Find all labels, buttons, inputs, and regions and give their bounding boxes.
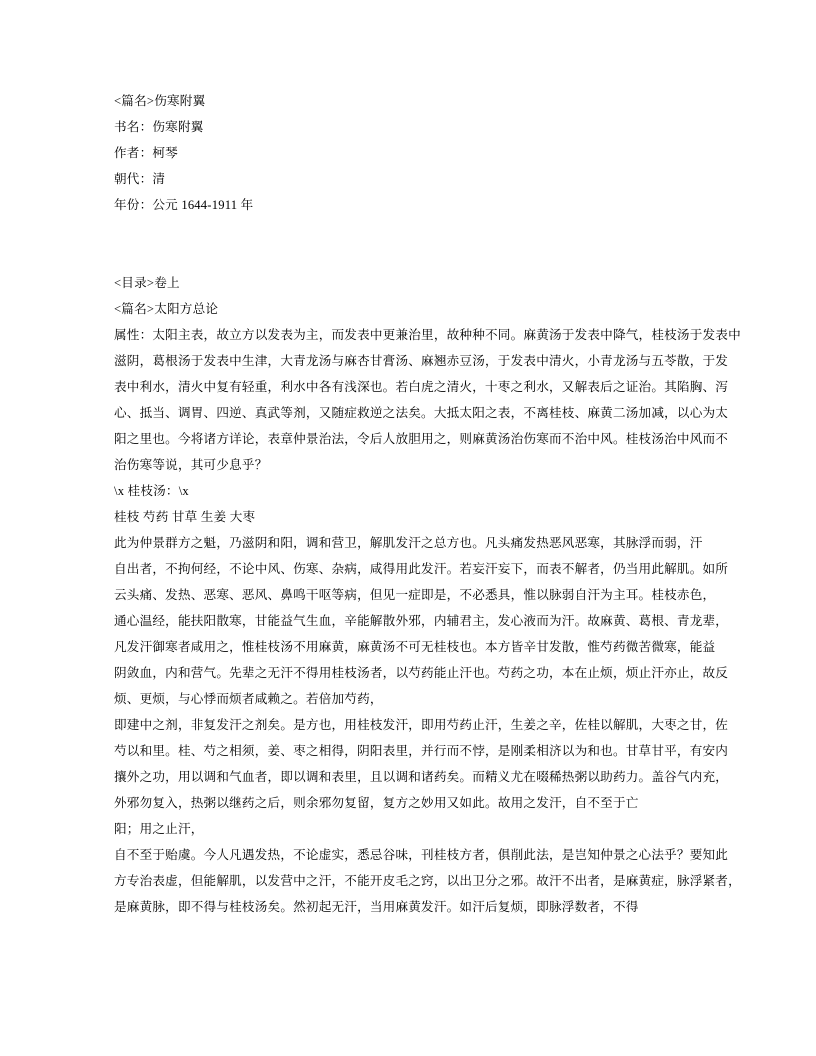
body-text-line: 阳；用之止汗，	[114, 822, 204, 836]
herb-list-line: 桂枝 芍药 甘草 生姜 大枣	[114, 510, 256, 524]
body-text-line: 自出者，不拘何经，不论中风、伤寒、杂病，咸得用此发汗。若妄汗妄下，而表不解者，仍当用此解肌。如所	[114, 562, 729, 576]
section-title-line: <篇名>太阳方总论	[114, 302, 219, 316]
body-text-line: 云头痛、发热、恶寒、恶风、鼻鸣干呕等病，但见一症即是，不必悉具，惟以脉弱自汗为主耳。桂枝赤色，	[114, 588, 716, 602]
body-text-line: 是麻黄脉，即不得与桂枝汤矣。然初起无汗，当用麻黄发汗。如汗后复烦，即脉浮数者，不得	[114, 900, 639, 914]
tag-pianming-line: <篇名>伤寒附翼	[114, 94, 206, 108]
body-text-line: 心、抵当、调胃、四逆、真武等剂，又随症救逆之法矣。大抵太阳之表，不离桂枝、麻黄二汤加减，以心为太	[114, 406, 729, 420]
body-text-line: 阳之里也。今将诸方详论，表章仲景治法，令后人放胆用之，则麻黄汤治伤寒而不治中风。桂枝汤治中风而不	[114, 432, 729, 446]
body-text-line: 方专治表虚，但能解肌，以发营中之汗，不能开皮毛之窍，以出卫分之邪。故汗不出者，是麻黄症，脉浮紧者，	[114, 874, 741, 888]
body-text-line: 通心温经，能扶阳散寒，甘能益气生血，辛能解散外邪，内辅君主，发心液而为汗。故麻黄、葛根、青龙辈，	[114, 614, 729, 628]
body-text-line: 即建中之剂，非复发汗之剂矣。是方也，用桂枝发汗，即用芍药止汗，生姜之辛，佐桂以解肌，大枣之甘，佐	[114, 718, 729, 732]
blank-line	[114, 244, 739, 270]
body-text-line: 属性：太阳主表，故立方以发表为主，而发表中更兼治里，故种种不同。麻黄汤于发表中降气，桂枝汤于发表中	[114, 328, 741, 342]
meta-dynasty-line: 朝代：清	[114, 172, 166, 186]
body-text-line: 自不至于贻虞。今人凡遇发热，不论虚实，悉忌谷味，刊桂枝方者，俱削此法，是岂知仲景之心法乎？要知此	[114, 848, 729, 862]
body-text-line: 外邪勿复入，热粥以继药之后，则余邪勿复留，复方之妙用又如此。故用之发汗，自不至于亡	[114, 796, 639, 810]
body-text-line: 此为仲景群方之魁，乃滋阴和阳，调和营卫，解肌发汗之总方也。凡头痛发热恶风恶寒，其脉浮而弱，汗	[114, 536, 703, 550]
body-text-line: 芍以和里。桂、芍之相须，姜、枣之相得，阴阳表里，并行而不悖，是刚柔相济以为和也。甘草甘平，有安内	[114, 744, 729, 758]
body-text-line: 滋阴，葛根汤于发表中生津，大青龙汤与麻杏甘膏汤、麻翘赤豆汤，于发表中清火，小青龙汤与五苓散，于发	[114, 354, 729, 368]
tag-mulu-line: <目录>卷上	[114, 276, 180, 290]
body-text-line: 表中利水，清火中复有轻重，利水中各有浅深也。若白虎之清火，十枣之利水，又解表后之证治。其陷胸、泻	[114, 380, 729, 394]
formula-marker-line: \x 桂枝汤：\x	[114, 484, 189, 498]
body-text-line: 烦、更烦，与心悸而烦者咸赖之。若倍加芍药，	[114, 692, 383, 706]
meta-book-title-line: 书名：伤寒附翼	[114, 120, 204, 134]
document-body	[114, 88, 739, 920]
meta-year-line: 年份：公元 1644-1911 年	[114, 198, 254, 212]
body-text-line: 阴敛血，内和营气。先辈之无汗不得用桂枝汤者，以芍药能止汗也。芍药之功，本在止烦，烦止汗亦止，故反	[114, 666, 729, 680]
body-text-line: 凡发汗御寒者咸用之，惟桂枝汤不用麻黄，麻黄汤不可无桂枝也。本方皆辛甘发散，惟芍药微苦微寒，能益	[114, 640, 716, 654]
meta-author-line: 作者：柯琴	[114, 146, 178, 160]
body-text-line: 治伤寒等说，其可少息乎？	[114, 458, 268, 472]
blank-line	[114, 218, 739, 244]
body-text-line: 攘外之功，用以调和气血者，即以调和表里，且以调和诸药矣。而精义尤在啜稀热粥以助药力。盖谷气内充，	[114, 770, 729, 784]
